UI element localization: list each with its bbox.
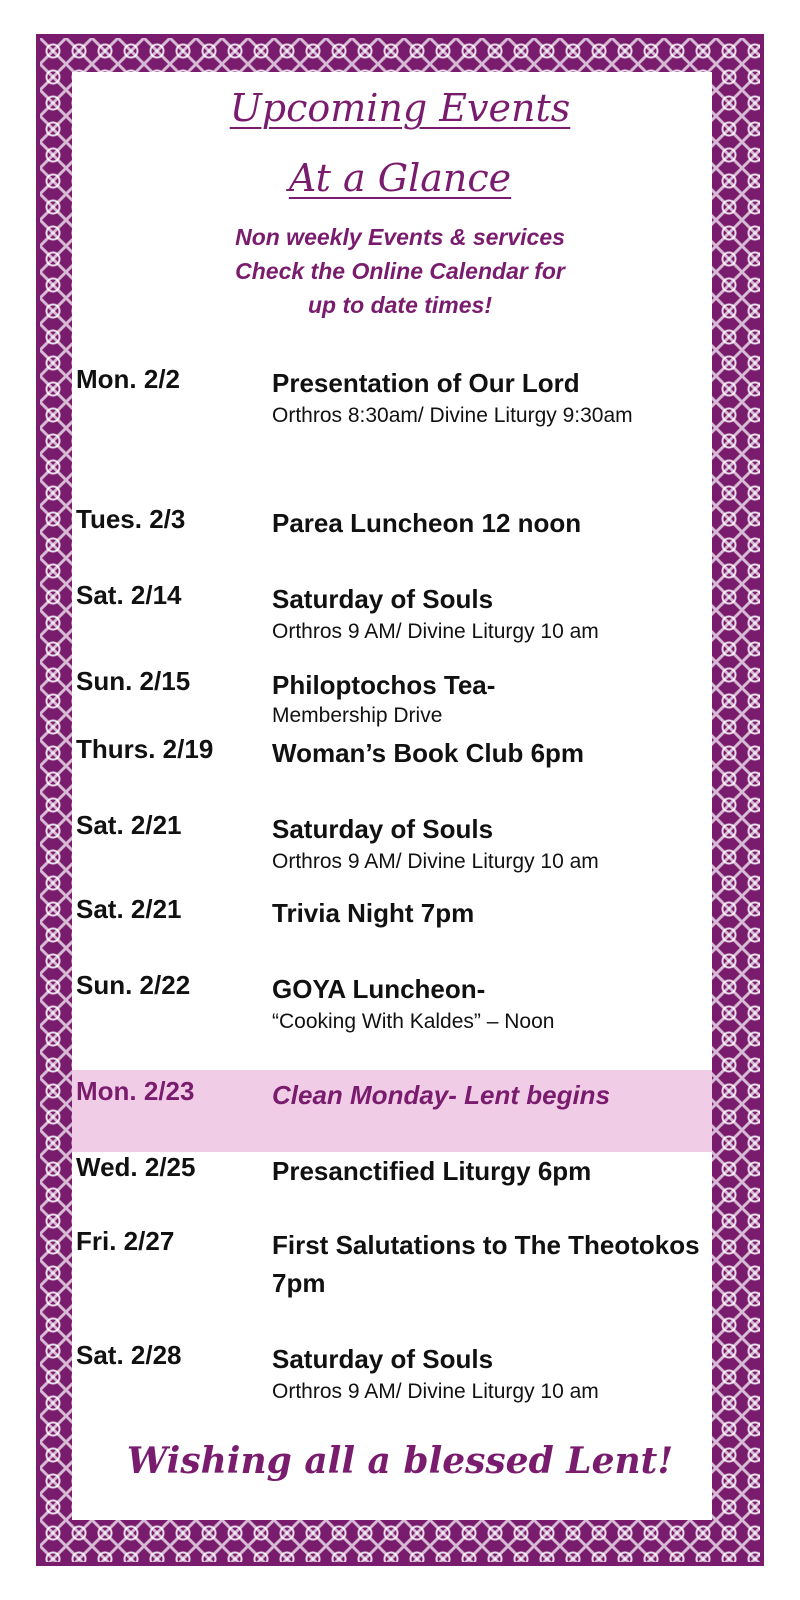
event-name: Clean Monday- Lent begins [272, 1080, 611, 1110]
event-detail: Membership Drive [272, 704, 443, 727]
footer-blessing: Wishing all a blessed Lent! [126, 1440, 674, 1482]
title-line-2: At a Glance [288, 156, 512, 200]
event-date: Fri. 2/27 [76, 1226, 175, 1256]
event-name: Saturday of Souls [272, 814, 494, 844]
event-date: Wed. 2/25 [76, 1152, 196, 1182]
event-date: Sat. 2/28 [76, 1340, 182, 1370]
event-date: Thurs. 2/19 [76, 734, 214, 764]
event-date: Mon. 2/2 [76, 364, 181, 394]
subtitle-line-2: Check the Online Calendar for [235, 258, 565, 284]
subtitle-line-3: up to date times! [307, 292, 492, 318]
event-name: Saturday of Souls [272, 1344, 494, 1374]
event-detail: Orthros 8:30am/ Divine Liturgy 9:30am [272, 404, 633, 427]
event-name: Presentation of Our Lord [272, 368, 580, 398]
subtitle-line-1: Non weekly Events & services [235, 224, 565, 250]
event-detail: Orthros 9 AM/ Divine Liturgy 10 am [272, 620, 599, 643]
event-date: Mon. 2/23 [76, 1076, 195, 1106]
event-detail: “Cooking With Kaldes” – Noon [272, 1010, 555, 1033]
event-name: GOYA Luncheon- [272, 974, 486, 1004]
event-name: First Salutations to The Theotokos 7pm [272, 1230, 700, 1298]
event-name: Presanctified Liturgy 6pm [272, 1156, 592, 1186]
event-detail: Orthros 9 AM/ Divine Liturgy 10 am [272, 1380, 599, 1403]
event-name: Parea Luncheon 12 noon [272, 508, 582, 538]
event-detail: Orthros 9 AM/ Divine Liturgy 10 am [272, 850, 599, 873]
event-date: Sat. 2/14 [76, 580, 182, 610]
event-date: Sun. 2/15 [76, 666, 191, 696]
event-name: Philoptochos Tea- [272, 670, 496, 700]
event-date: Sat. 2/21 [76, 894, 182, 924]
title-line-1: Upcoming Events [229, 86, 571, 130]
event-name: Saturday of Souls [272, 584, 494, 614]
event-date: Sun. 2/22 [76, 970, 191, 1000]
event-name: Trivia Night 7pm [272, 898, 475, 928]
event-date: Sat. 2/21 [76, 810, 182, 840]
event-date: Tues. 2/3 [76, 504, 186, 534]
event-name: Woman’s Book Club 6pm [272, 738, 585, 768]
